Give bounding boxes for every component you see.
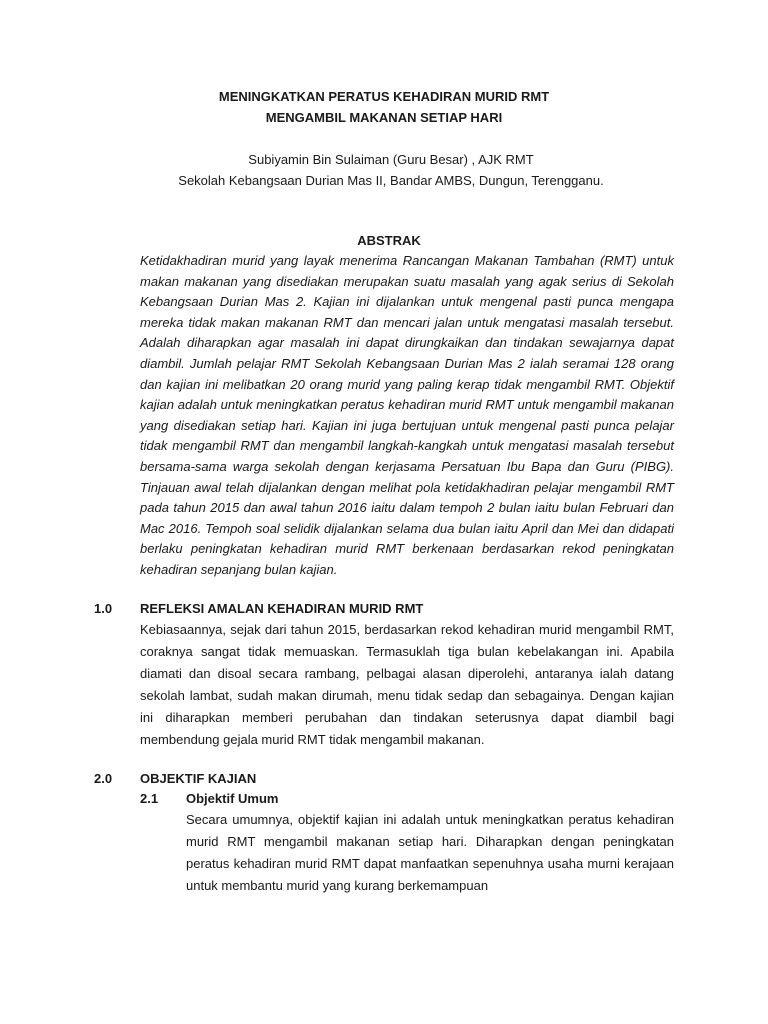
section-1-number: 1.0 [94, 600, 113, 616]
subsection-2-1-number: 2.1 [140, 790, 159, 806]
subsection-2-1-heading [140, 789, 674, 809]
title-line-2: MENGAMBIL MAKANAN SETIAP HARI [265, 110, 503, 125]
abstract-text: Ketidakhadiran murid yang layak menerima Rancangan Makanan Tambahan (RMT) untuk makan makanan yang disediakan merupakan suatu masalah yang agak serius di Sekolah Kebangsaan Durian Mas 2. Kajian ini dijalankan untuk mengenal pasti punca mengapa mereka tidak makan makanan RMT dan mencari jalan untuk mengatasi masalah tersebut. Adalah diharapkan agar masalah ini dapat dirungkaikan dan tindakan sewajarnya dapat diambil. Jumlah pelajar RMT Sekolah Kebangsaan Durian Mas 2 ialah seramai 128 orang dan kajian ini melibatkan 20 orang murid yang paling kerap tidak mengambil RMT. Objektif kajian adalah untuk meningkatkan peratus kehadiran murid RMT untuk mengambil makanan yang disediakan setiap hari. Kajian ini juga bertujuan untuk mengenal pasti punca pelajar tidak mengambil RMT dan mengambil langkah-kangkah untuk mengatasi masalah tersebut bersama-sama warga sekolah dengan kerjasama Persatuan Ibu Bapa dan Guru (PIBG). Tinjauan awal telah dijalankan dengan melihat pola ketidakhadiran pelajar mengambil RMT pada tahun 2015 dan awal tahun 2016 iaitu dalam tempoh 2 bulan iaitu bulan Februari dan Mac 2016. Tempoh soal selidik dijalankan selama dua bulan iaitu April dan Mei dan didapati berlaku peningkatan kehadiran murid RMT berkenaan berdasarkan rekod peningkatan kehadiran sepanjang bulan kajian. [140, 253, 674, 577]
subsection-2-1-text: Secara umumnya, objektif kajian ini adalah untuk meningkatkan peratus kehadiran murid RMT mengambil makanan setiap hari. Diharapkan dengan peningkatan peratus kehadiran murid RMT dapat manfaatkan sepenuhnya usaha murni kerajaan untuk membantu murid yang kurang berkemampuan [186, 811, 674, 893]
author-block [94, 149, 674, 191]
section-1 [94, 599, 674, 751]
section-1-heading [94, 599, 674, 619]
section-2-number: 2.0 [94, 770, 113, 786]
affiliation-line: Sekolah Kebangsaan Durian Mas II, Bandar AMBS, Dungun, Terengganu. [178, 173, 604, 188]
section-2-title: OBJEKTIF KAJIAN [140, 770, 257, 786]
section-1-text: Kebiasaannya, sejak dari tahun 2015, berdasarkan rekod kehadiran murid mengambil RMT, coraknya sangat tidak memuaskan. Termasuklah tiga bulan kebelakangan ini. Apabila diamati dan disoal secara rambang, pelbagai alasan diperolehi, antaranya ialah datang sekolah lambat, sudah makan dirumah, menu tidak sedap dan sebagainya. Dengan kajian ini diharapkan memberi perubahan dan tindakan seterusnya dapat diambil bagi membendung gejala murid RMT tidak mengambil makanan. [140, 621, 674, 747]
paper-title [94, 86, 674, 128]
author-line: Subiyamin Bin Sulaiman (Guru Besar) , AJK RMT [248, 152, 534, 167]
section-2-heading [94, 769, 674, 789]
section-1-title: REFLEKSI AMALAN KEHADIRAN MURID RMT [140, 600, 424, 616]
subsection-2-1-title: Objektif Umum [186, 790, 279, 806]
title-line-1: MENINGKATKAN PERATUS KEHADIRAN MURID RMT [218, 89, 550, 104]
section-2 [94, 769, 674, 897]
abstract-heading: ABSTRAK [357, 233, 421, 248]
